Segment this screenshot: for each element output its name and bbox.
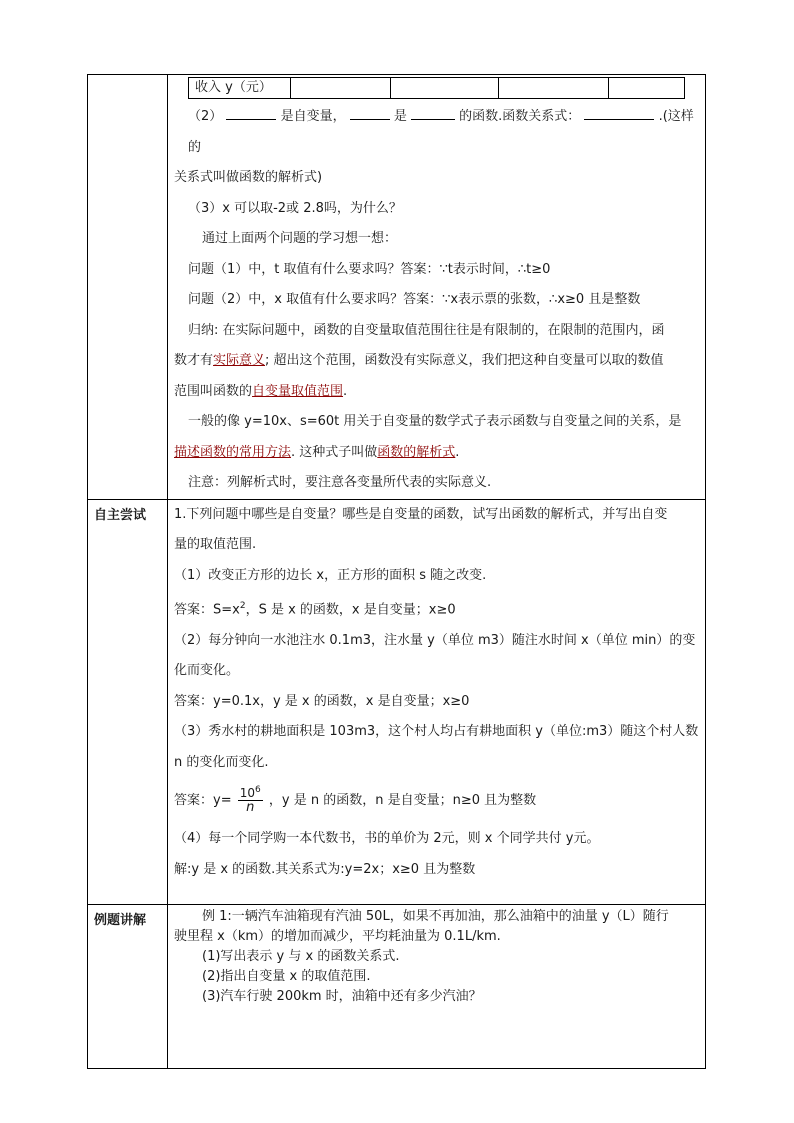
income-cell — [609, 78, 685, 99]
answer-2: 答案：y=0.1x，y 是 x 的函数，x 是自变量；x≥0 — [174, 693, 470, 709]
income-cell — [499, 78, 609, 99]
income-cell — [391, 78, 499, 99]
q2-line-2: 关系式叫做函数的解析式) — [174, 170, 323, 185]
term-common-method: 描述函数的常用方法 — [174, 444, 292, 460]
label-example: 例题讲解 — [88, 904, 168, 1068]
general-line-2 — [174, 438, 699, 469]
income-table — [188, 77, 685, 99]
label-cell-empty — [88, 75, 168, 500]
q2-line — [174, 101, 699, 163]
term-practical-meaning: 实际意义 — [213, 353, 266, 368]
summary-line-3 — [174, 377, 699, 408]
term-analytic-expression: 函数的解析式 — [377, 444, 456, 460]
label-self-practice: 自主尝试 — [88, 499, 168, 904]
note-line: 注意：列解析式时，要注意各变量所代表的实际意义. — [188, 475, 492, 490]
term-domain: 自变量取值范围 — [252, 383, 344, 399]
example-q3: (3)汽车行驶 200km 时，油箱中还有多少汽油？ — [202, 988, 482, 1004]
fill-blank — [226, 101, 276, 120]
answer-3 — [174, 778, 699, 824]
think-line: 通过上面两个问题的学习想一想： — [202, 231, 398, 246]
example-line-1: 例 1:一辆汽车油箱现有汽油 50L，如果不再加油，那么油箱中的油量 y（L）随行 — [202, 908, 669, 924]
example-q2: (2)指出自变量 x 的取值范围. — [202, 968, 371, 984]
item-3-line-1: （3）秀水村的耕地面积是 103m3，这个村人均占有耕地面积 y（单位:m3）随这个村人数 — [174, 724, 699, 740]
answer-text: 答案：y= — [174, 793, 232, 809]
answer-4: 解:y 是 x 的函数.其关系式为:y=2x；x≥0 且为整数 — [174, 861, 476, 877]
practice-question-2: 量的取值范围. — [174, 537, 257, 552]
example-q1: (1)写出表示 y 与 x 的函数关系式. — [202, 948, 400, 964]
fill-blank — [411, 101, 455, 120]
income-label: 收入 y（元） — [189, 78, 291, 99]
summary-text: ; 超出这个范围，函数没有实际意义，我们把这种自变量可以取的数值 — [265, 353, 664, 368]
general-line-1: 一般的像 y=10x、s=60t 用关于自变量的数学式子表示函数与自变量之间的关系，是 — [188, 414, 682, 429]
item-3-line-2: n 的变化而变化. — [174, 754, 269, 770]
row-self-practice — [88, 499, 706, 904]
q2-text: 是 — [393, 109, 407, 124]
content-cell-2 — [168, 499, 706, 904]
income-row — [189, 78, 685, 99]
numerator-exponent: 6 — [255, 785, 261, 796]
fraction-numerator — [238, 786, 263, 801]
answer-1 — [174, 591, 699, 626]
general-text: . 这种式子叫做 — [291, 444, 378, 460]
item-1: （1）改变正方形的边长 x，正方形的面积 s 随之改变. — [174, 567, 487, 583]
fill-blank — [584, 101, 654, 120]
lesson-table — [87, 74, 706, 1069]
summary-text: 数才有 — [174, 353, 214, 368]
summary-line-2 — [174, 346, 699, 377]
item-2-line-1: （2）每分钟向一水池注水 0.1m3，注水量 y（单位 m3）随注水时间 x（单位 min）的变 — [174, 632, 696, 648]
q2-text: .(这样的 — [188, 109, 694, 155]
problem-1-line: 问题（1）中，t 取值有什么要求吗？答案：∵t表示时间，∴t≥0 — [188, 261, 551, 277]
q2-text: 的函数.函数关系式： — [459, 109, 581, 124]
practice-question-1: 1.下列问题中哪些是自变量？哪些是自变量的函数，试写出函数的解析式，并写出自变 — [174, 506, 668, 522]
summary-text: 范围叫函数的 — [174, 383, 253, 399]
problem-2-line: 问题（2）中，x 取值有什么要求吗？答案：∵x表示票的张数，∴x≥0 且是整数 — [188, 292, 641, 307]
fraction — [238, 786, 263, 815]
summary-line-1: 归纳: 在实际问题中，函数的自变量取值范围往往是有限制的，在限制的范围内，函 — [188, 322, 665, 338]
answer-text: ，y 是 n 的函数，n 是自变量；n≥0 且为整数 — [268, 793, 537, 809]
income-cell — [291, 78, 391, 99]
exponent: 2 — [239, 601, 246, 611]
q2-number: （2） — [188, 109, 223, 124]
q2-text: 是自变量， — [280, 109, 346, 124]
fraction-denominator: n — [246, 800, 255, 816]
answer-text: ，S 是 x 的函数，x 是自变量；x≥0 — [245, 602, 456, 618]
numerator-base: 10 — [239, 786, 256, 801]
content-cell-3 — [168, 904, 706, 1068]
example-line-2: 驶里程 x（km）的增加而减少，平均耗油量为 0.1L/km. — [174, 928, 501, 944]
general-text: . — [455, 444, 460, 460]
row-continued — [88, 75, 706, 500]
content-cell-1 — [168, 75, 706, 500]
item-2-line-2: 化而变化。 — [174, 663, 240, 679]
item-4: （4）每一个同学购一本代数书，书的单价为 2元，则 x 个同学共付 y元。 — [174, 831, 600, 847]
row-example — [88, 904, 706, 1068]
fill-blank — [350, 101, 390, 120]
q3-line: （3）x 可以取-2或 2.8吗，为什么？ — [188, 200, 402, 216]
summary-text: . — [343, 383, 348, 399]
answer-text: 答案：S=x — [174, 602, 240, 618]
